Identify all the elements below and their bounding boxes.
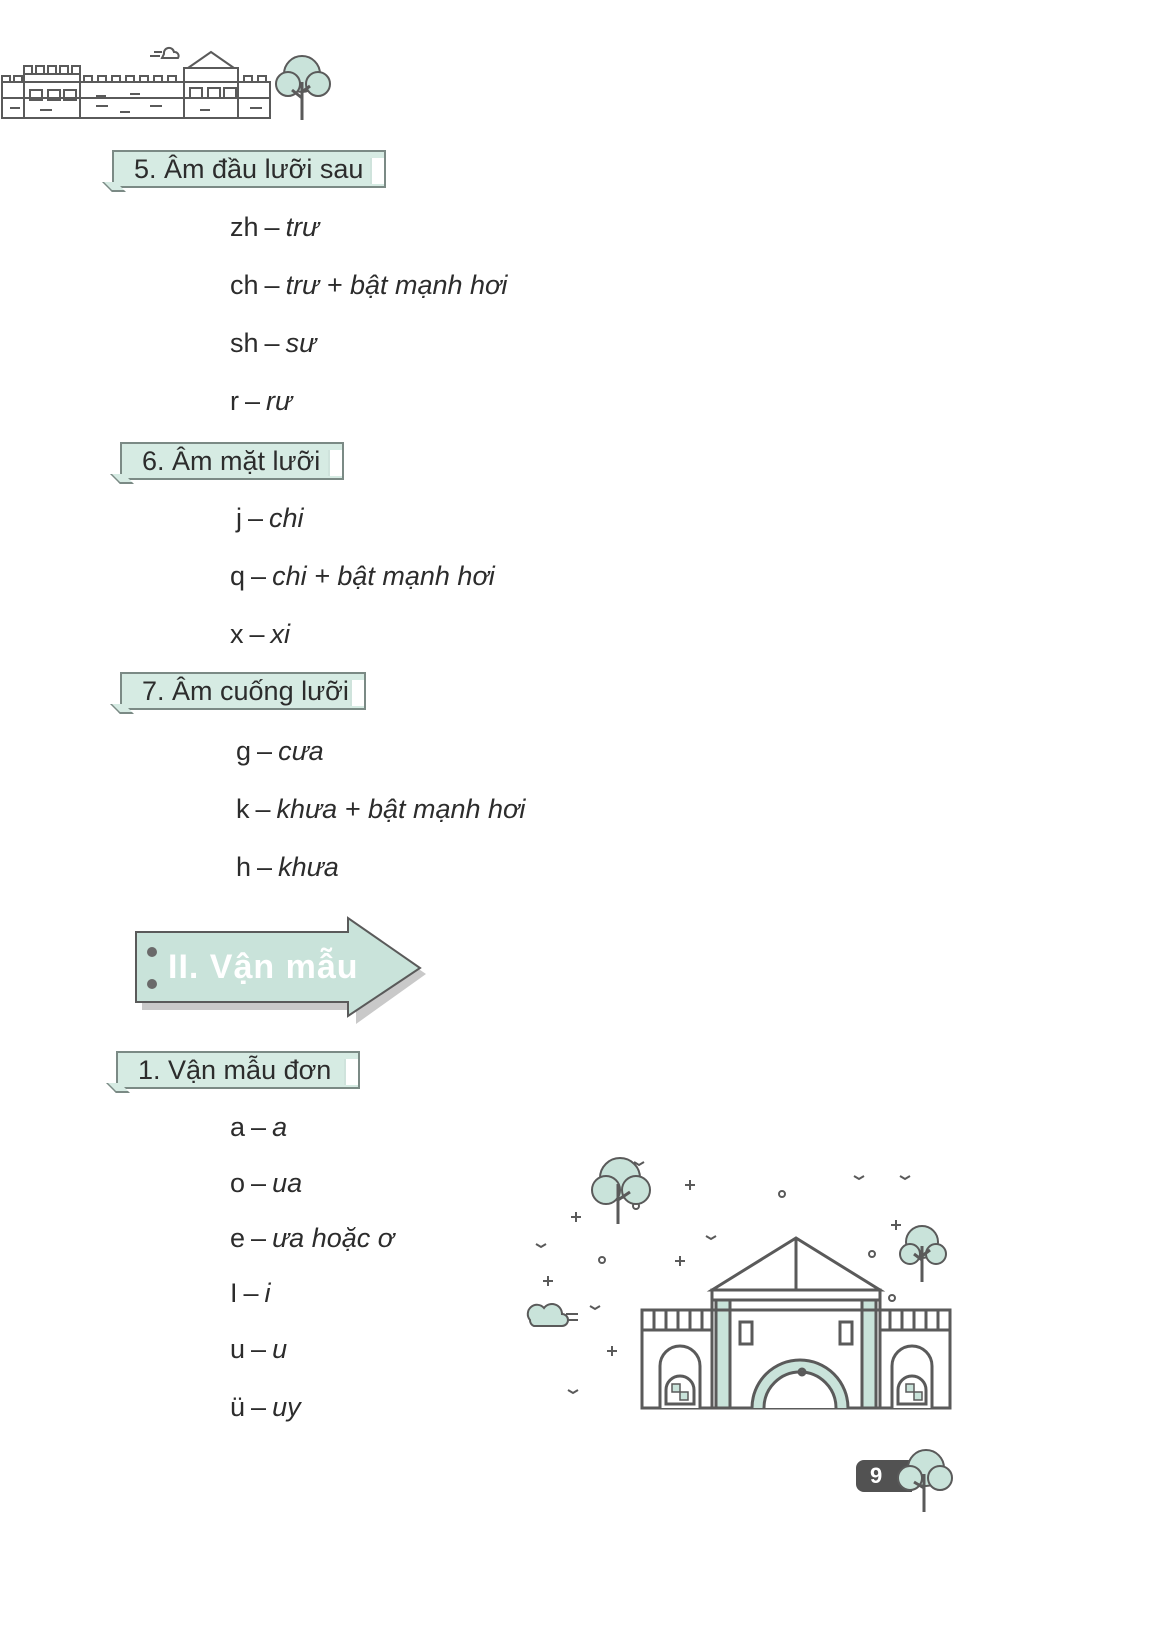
list-item: I – i	[230, 1278, 271, 1308]
vowel-section-label	[116, 1051, 358, 1089]
page-number: 9	[856, 1460, 912, 1492]
list-item: e – ưa hoặc ơ	[230, 1223, 395, 1253]
list-item: g – cưa	[236, 736, 324, 766]
vowel-section-title: 1. Vận mẫu đơn	[138, 1055, 332, 1085]
list-item: ch – trư + bật mạnh hơi	[230, 270, 508, 300]
city-gate-illustration	[526, 1150, 956, 1420]
section-6-label	[120, 442, 342, 480]
list-item: j – chi	[236, 503, 304, 533]
banner-title: II. Vận mẫu	[168, 948, 359, 986]
list-item: sh – sư	[230, 328, 317, 358]
great-wall-illustration	[0, 40, 340, 124]
section-7-label	[120, 672, 364, 710]
list-item: zh – trư	[230, 212, 320, 242]
tree-icon	[894, 1444, 956, 1514]
list-item: h – khưa	[236, 852, 339, 882]
list-item: ü – uy	[230, 1392, 301, 1422]
list-item: a – a	[230, 1112, 288, 1142]
list-item: q – chi + bật mạnh hơi	[230, 561, 495, 591]
list-item: u – u	[230, 1334, 288, 1364]
list-item: x – xi	[230, 619, 291, 649]
section-5-title: 5. Âm đầu lưỡi sau	[134, 154, 364, 184]
list-item: r – rư	[230, 386, 293, 416]
section-7-title: 7. Âm cuống lưỡi	[142, 676, 349, 706]
section-5-label	[112, 150, 384, 188]
section-6-title: 6. Âm mặt lưỡi	[142, 446, 321, 476]
list-item: o – ua	[230, 1168, 303, 1198]
list-item: k – khưa + bật mạnh hơi	[236, 794, 526, 824]
